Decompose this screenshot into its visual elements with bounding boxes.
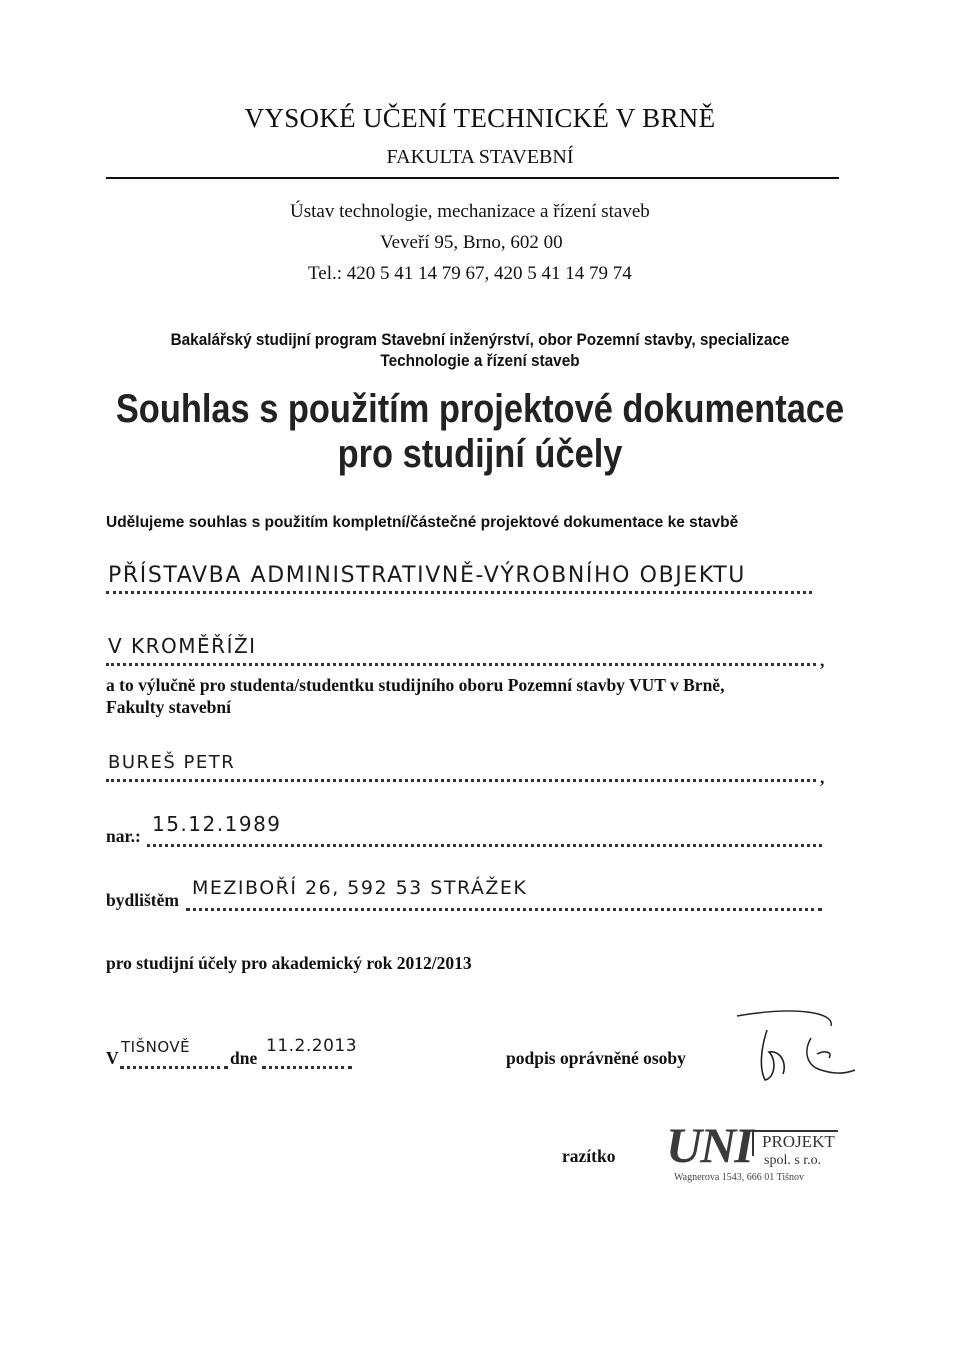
department-name: Ústav technologie, mechanizace a řízení staveb (290, 201, 650, 222)
document-title-line-1: Souhlas s použitím projektové dokumentace (115, 387, 845, 431)
building-line-2-dots (106, 663, 816, 666)
programme-line-2: Technologie a řízení staveb (380, 352, 580, 370)
faculty-name: FAKULTA STAVEBNÍ (386, 146, 574, 168)
birth-label: nar.: (106, 826, 141, 846)
stamp-company-line-1: PROJEKT (762, 1132, 835, 1151)
date-label: dne (230, 1048, 258, 1068)
exclusive-text-line-2: Fakulty stavební (106, 697, 231, 717)
consent-text: Udělujeme souhlas s použitím kompletní/částečné projektové dokumentace ke stavbě (106, 514, 739, 531)
department-address: Veveří 95, Brno, 602 00 (380, 232, 563, 253)
stamp-label: razítko (562, 1146, 616, 1166)
handwritten-signature (725, 1008, 860, 1088)
comma-1: , (820, 650, 825, 670)
exclusive-text-line-1: a to výlučně pro studenta/studentku studijního oboru Pozemní stavby VUT v Brně, (106, 675, 725, 695)
residence-dots (186, 908, 822, 911)
company-stamp (666, 1117, 842, 1186)
comma-2: , (820, 767, 825, 787)
header-rule (106, 177, 839, 179)
residence: MEZIBOŘÍ 26, 592 53 STRÁŽEK (192, 877, 528, 899)
document-title-line-2: pro studijní účely (337, 432, 623, 476)
place: TIŠNOVĚ (121, 1038, 191, 1056)
date: 11.2.2013 (266, 1036, 358, 1056)
building-line-1-dots (106, 591, 812, 594)
birth-date: 15.12.1989 (152, 812, 282, 836)
birth-date-dots (147, 844, 822, 847)
department-phone: Tel.: 420 5 41 14 79 67, 420 5 41 14 79 74 (308, 263, 632, 284)
stamp-logo-letters: UNI (666, 1117, 752, 1173)
student-name: BUREŠ PETR (108, 752, 236, 773)
building-line-1: PŘÍSTAVBA ADMINISTRATIVNĚ-VÝROBNÍHO OBJEKTU (108, 563, 746, 588)
authorized-signature-label: podpis oprávněné osoby (506, 1048, 686, 1068)
building-line-2: V KROMĚŘÍŽI (108, 634, 257, 658)
university-name: VYSOKÉ UČENÍ TECHNICKÉ V BRNĚ (244, 103, 716, 133)
student-name-dots (106, 779, 816, 782)
place-label: V (106, 1048, 119, 1068)
programme-line-1: Bakalářský studijní program Stavební inženýrství, obor Pozemní stavby, specializace (170, 331, 790, 349)
place-dots (120, 1066, 228, 1069)
stamp-address: Wagnerova 1543, 666 01 Tišnov (674, 1172, 805, 1183)
date-dots (262, 1066, 352, 1069)
residence-label: bydlištěm (106, 890, 179, 910)
academic-year-text: pro studijní účely pro akademický rok 2012/2013 (106, 953, 472, 973)
stamp-company-line-2: spol. s r.o. (764, 1153, 822, 1168)
